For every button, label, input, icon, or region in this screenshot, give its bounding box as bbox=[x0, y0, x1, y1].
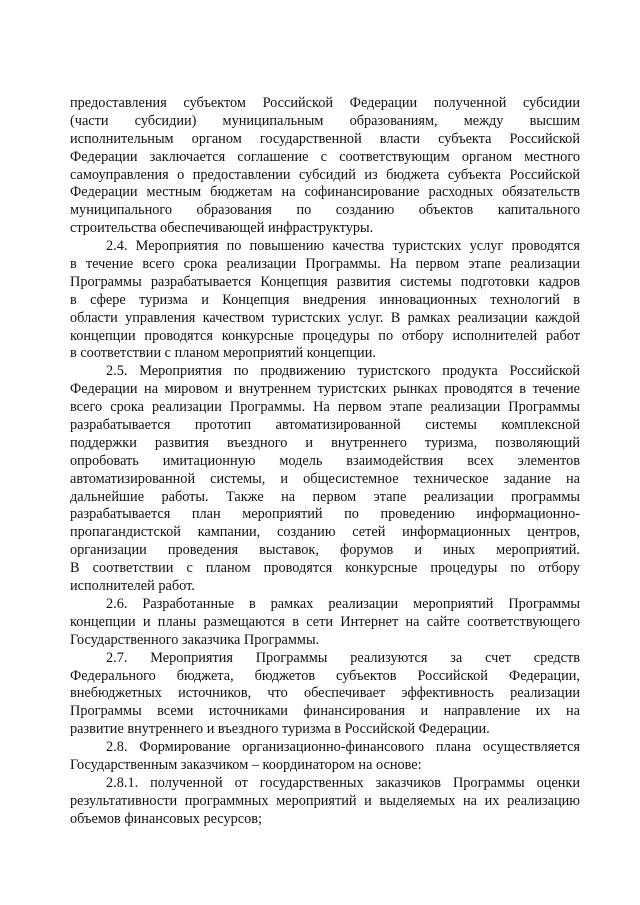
text-line: Программы всеми источниками финансирования и направление их на bbox=[70, 703, 580, 720]
text-line: исполнителей работ. bbox=[70, 578, 195, 595]
text-line: поддержки развития въездного и внутреннего туризма, позволяющий bbox=[70, 434, 580, 451]
text-line: концепции и планы размещаются в сети Интернет на сайте соответствующего bbox=[70, 613, 580, 630]
paragraph-2-4 bbox=[70, 238, 580, 363]
text-line: Государственным заказчиком – координатором на основе: bbox=[70, 756, 422, 773]
text-line: Программы разрабатывается Концепция развития системы подготовки кадров bbox=[70, 273, 580, 290]
text-line: Государственного заказчика Программы. bbox=[70, 631, 320, 648]
text-line: самоуправления о предоставлении субсидий из бюджета субъекта Российской bbox=[70, 166, 580, 183]
text-line: 2.8.1. полученной от государственных заказчиков Программы оценки bbox=[106, 774, 580, 791]
text-line: в сфере туризма и Концепция внедрения инновационных технологий в bbox=[70, 291, 580, 308]
text-line: Федерации заключается соглашение с соответствующим органом местного bbox=[70, 148, 580, 165]
text-line: автоматизированной системы, и общесистемное техническое задание на bbox=[70, 470, 580, 487]
text-line: разрабатывается прототип автоматизированной системы комплексной bbox=[70, 417, 580, 434]
text-line: (части субсидии) муниципальным образованиям, между высшим bbox=[70, 112, 580, 129]
text-line: внебюджетных источников, что обеспечивает эффективность реализации bbox=[70, 685, 580, 702]
text-line: разрабатывается план мероприятий по проведению информационно- bbox=[70, 506, 580, 523]
paragraph-2-8 bbox=[70, 739, 580, 775]
text-line: дальнейшие работы. Также на первом этапе реализации программы bbox=[70, 488, 580, 505]
text-line: области управления качеством туристских услуг. В рамках реализации каждой bbox=[70, 309, 580, 326]
text-line: Федерации местным бюджетам на софинансирование расходных обязательств bbox=[70, 184, 580, 201]
text-line: Федерации на мировом и внутреннем туристских рынках проводятся в течение bbox=[70, 381, 580, 398]
text-line: 2.4. Мероприятия по повышению качества туристских услуг проводятся bbox=[106, 238, 580, 255]
text-line: результативности программных мероприятий и выделяемых на их реализацию bbox=[70, 792, 580, 809]
text-line: 2.6. Разработанные в рамках реализации мероприятий Программы bbox=[106, 595, 580, 612]
text-line: 2.5. Мероприятия по продвижению туристского продукта Российской bbox=[106, 363, 580, 380]
paragraph-2-7 bbox=[70, 650, 580, 739]
text-line: исполнительным органом государственной власти субъекта Российской bbox=[70, 130, 580, 147]
text-line: всего срока реализации Программы. На первом этапе реализации Программы bbox=[70, 399, 580, 416]
text-line: строительства обеспечивающей инфраструктуры. bbox=[70, 220, 374, 237]
text-line: организации проведения выставок, форумов и иных мероприятий. bbox=[70, 542, 580, 559]
paragraph-2-6 bbox=[70, 596, 580, 650]
paragraph-2-8-1 bbox=[70, 775, 580, 829]
text-line: Федерального бюджета, бюджетов субъектов Российской Федерации, bbox=[70, 667, 580, 684]
text-line: 2.8. Формирование организационно-финансового плана осуществляется bbox=[106, 739, 580, 756]
text-line: 2.7. Мероприятия Программы реализуются за счет средств bbox=[106, 649, 580, 666]
paragraph-continuation bbox=[70, 95, 580, 238]
document-page bbox=[70, 95, 580, 829]
text-line: концепции проводятся конкурсные процедуры по отбору исполнителей работ bbox=[70, 327, 580, 344]
text-line: муниципального образования по созданию объектов капитального bbox=[70, 202, 580, 219]
text-line: опробовать имитационную модель взаимодействия всех элементов bbox=[70, 452, 580, 469]
text-line: пропагандистской кампании, созданию сетей информационных центров, bbox=[70, 524, 580, 541]
text-line: в соответствии с планом мероприятий концепции. bbox=[70, 345, 376, 362]
paragraph-2-5 bbox=[70, 363, 580, 596]
text-line: в течение всего срока реализации Программы. На первом этапе реализации bbox=[70, 256, 580, 273]
text-line: предоставления субъектом Российской Федерации полученной субсидии bbox=[70, 95, 580, 111]
text-line: В соответствии с планом проводятся конкурсные процедуры по отбору bbox=[70, 560, 580, 577]
text-line: объемов финансовых ресурсов; bbox=[70, 810, 262, 827]
text-line: развитие внутреннего и въездного туризма в Российской Федерации. bbox=[70, 721, 490, 738]
